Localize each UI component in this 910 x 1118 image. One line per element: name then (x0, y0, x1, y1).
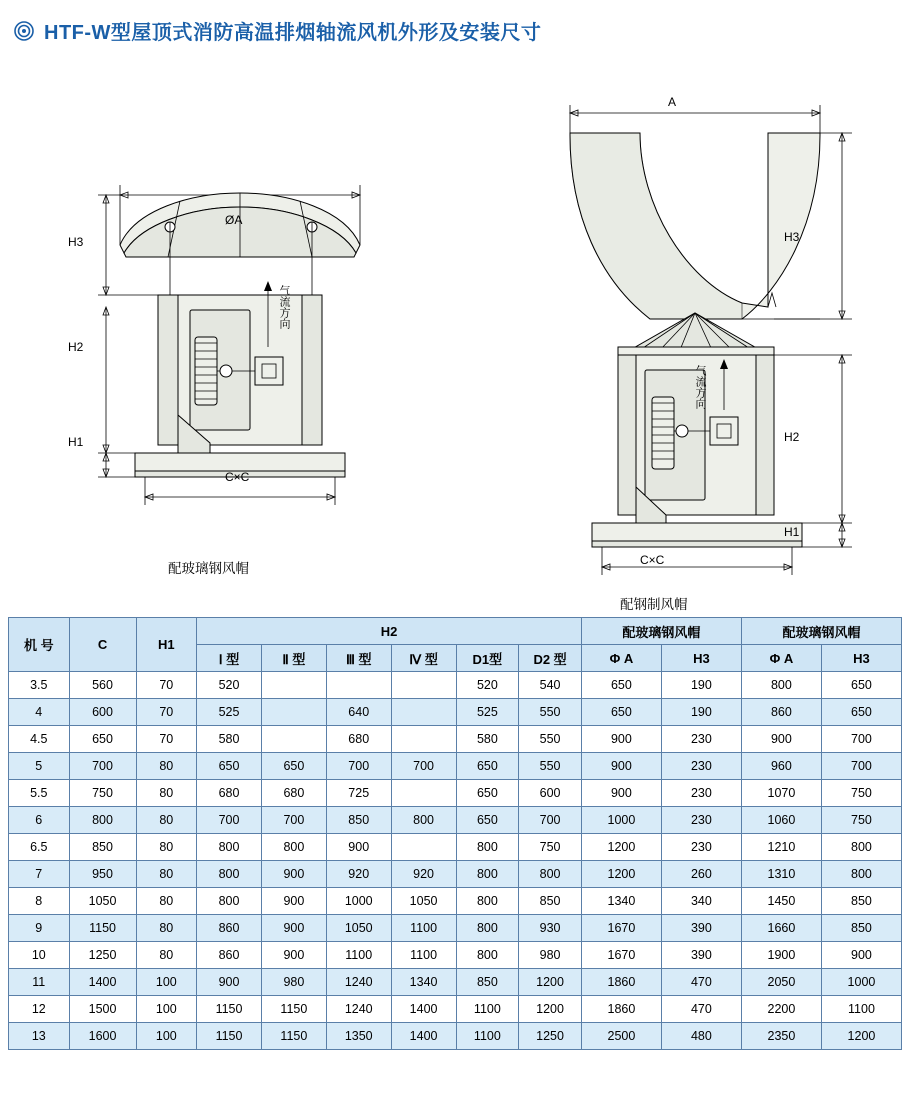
cell-t3: 640 (326, 699, 391, 726)
cell-t4 (391, 834, 456, 861)
cell-ga: 650 (581, 699, 661, 726)
spec-table (8, 617, 902, 1050)
cell-c: 1500 (69, 996, 136, 1023)
table-row (9, 996, 902, 1023)
cell-t2: 900 (261, 942, 326, 969)
cell-d2: 750 (519, 834, 582, 861)
cell-t4: 1400 (391, 996, 456, 1023)
table-row (9, 672, 902, 699)
cell-t1: 800 (197, 888, 262, 915)
cell-h1: 80 (136, 861, 197, 888)
cell-t4 (391, 726, 456, 753)
cell-gh: 260 (661, 861, 741, 888)
cell-c: 650 (69, 726, 136, 753)
table-row (9, 807, 902, 834)
cell-gh: 470 (661, 969, 741, 996)
left-label-flow: 气流方向 (278, 285, 290, 329)
cell-gh: 470 (661, 996, 741, 1023)
cell-sa: 2350 (741, 1023, 821, 1050)
cell-model: 13 (9, 1023, 70, 1050)
th-h2-type4: Ⅳ 型 (391, 645, 456, 672)
cell-c: 1400 (69, 969, 136, 996)
cell-model: 10 (9, 942, 70, 969)
cell-model: 8 (9, 888, 70, 915)
cell-sh: 900 (821, 942, 901, 969)
left-label-h1: H1 (68, 435, 84, 449)
spec-table-head (9, 618, 902, 672)
cell-d1: 650 (456, 780, 519, 807)
cell-gh: 230 (661, 753, 741, 780)
right-label-h3: H3 (784, 230, 800, 244)
cell-model: 11 (9, 969, 70, 996)
cell-d2: 850 (519, 888, 582, 915)
cell-sh: 750 (821, 807, 901, 834)
th-group-glass-2: 配玻璃钢风帽 (741, 618, 901, 645)
cell-ga: 1340 (581, 888, 661, 915)
cell-c: 1250 (69, 942, 136, 969)
cell-sa: 1310 (741, 861, 821, 888)
cell-model: 12 (9, 996, 70, 1023)
cell-sa: 960 (741, 753, 821, 780)
cell-t4: 700 (391, 753, 456, 780)
cell-t2: 680 (261, 780, 326, 807)
cell-gh: 190 (661, 672, 741, 699)
table-row (9, 726, 902, 753)
cell-h1: 70 (136, 672, 197, 699)
cell-sa: 860 (741, 699, 821, 726)
cell-t2 (261, 672, 326, 699)
cell-t3: 700 (326, 753, 391, 780)
cell-t2: 900 (261, 888, 326, 915)
cell-model: 6 (9, 807, 70, 834)
cell-t4 (391, 699, 456, 726)
cell-t3: 1100 (326, 942, 391, 969)
cell-t4: 1100 (391, 915, 456, 942)
cell-c: 800 (69, 807, 136, 834)
cell-d1: 800 (456, 915, 519, 942)
cell-d2: 700 (519, 807, 582, 834)
table-row (9, 780, 902, 807)
left-drawing-caption: 配玻璃钢风帽 (168, 561, 249, 576)
cell-sh: 650 (821, 672, 901, 699)
cell-gh: 230 (661, 780, 741, 807)
cell-t2: 650 (261, 753, 326, 780)
cell-d2: 800 (519, 861, 582, 888)
right-drawing-caption: 配钢制风帽 (620, 597, 688, 612)
cell-d2: 980 (519, 942, 582, 969)
target-circle-icon (14, 21, 34, 41)
cell-t1: 860 (197, 942, 262, 969)
cell-h1: 100 (136, 996, 197, 1023)
cell-ga: 900 (581, 753, 661, 780)
cell-h1: 80 (136, 753, 197, 780)
cell-t1: 800 (197, 861, 262, 888)
table-row (9, 915, 902, 942)
cell-ga: 1860 (581, 969, 661, 996)
cell-d1: 850 (456, 969, 519, 996)
cell-t3: 1240 (326, 996, 391, 1023)
cell-sa: 1450 (741, 888, 821, 915)
cell-d2: 600 (519, 780, 582, 807)
cell-t4 (391, 672, 456, 699)
cell-t3: 900 (326, 834, 391, 861)
cell-t2: 900 (261, 915, 326, 942)
cell-d1: 800 (456, 942, 519, 969)
cell-t4: 920 (391, 861, 456, 888)
cell-model: 5.5 (9, 780, 70, 807)
th-h2-d1: D1型 (456, 645, 519, 672)
cell-c: 700 (69, 753, 136, 780)
cell-d1: 525 (456, 699, 519, 726)
cell-sh: 1200 (821, 1023, 901, 1050)
cell-sh: 1100 (821, 996, 901, 1023)
cell-t1: 520 (197, 672, 262, 699)
cell-ga: 1000 (581, 807, 661, 834)
cell-t2: 1150 (261, 996, 326, 1023)
cell-c: 600 (69, 699, 136, 726)
right-label-flow: 气流方向 (694, 365, 706, 409)
cell-d2: 550 (519, 699, 582, 726)
cell-ga: 900 (581, 726, 661, 753)
cell-t2: 980 (261, 969, 326, 996)
table-row (9, 942, 902, 969)
cell-ga: 2500 (581, 1023, 661, 1050)
cell-h1: 80 (136, 942, 197, 969)
cell-sh: 850 (821, 915, 901, 942)
cell-c: 950 (69, 861, 136, 888)
cell-d1: 650 (456, 807, 519, 834)
table-row (9, 1023, 902, 1050)
cell-sa: 900 (741, 726, 821, 753)
cell-gh: 390 (661, 942, 741, 969)
cell-sa: 1900 (741, 942, 821, 969)
cell-t3: 1240 (326, 969, 391, 996)
cell-d2: 1250 (519, 1023, 582, 1050)
cell-t2: 800 (261, 834, 326, 861)
th-c: C (69, 618, 136, 672)
cell-h1: 70 (136, 726, 197, 753)
page-title: HTF-W型屋顶式消防高温排烟轴流风机外形及安装尺寸 (44, 22, 542, 44)
header-row-1 (9, 618, 902, 645)
cell-sa: 1660 (741, 915, 821, 942)
left-label-h3: H3 (68, 235, 84, 249)
cell-h1: 100 (136, 1023, 197, 1050)
right-label-cxc: C×C (640, 553, 665, 567)
table-row (9, 861, 902, 888)
cell-sh: 750 (821, 780, 901, 807)
cell-d1: 580 (456, 726, 519, 753)
left-label-dia-a: ØA (225, 213, 243, 227)
th-group-glass-1: 配玻璃钢风帽 (581, 618, 741, 645)
right-drawing (480, 75, 880, 585)
cell-d2: 550 (519, 753, 582, 780)
page-header (0, 0, 910, 45)
cell-t1: 580 (197, 726, 262, 753)
cell-t4: 1340 (391, 969, 456, 996)
cell-ga: 900 (581, 780, 661, 807)
cell-d1: 1100 (456, 996, 519, 1023)
cell-gh: 480 (661, 1023, 741, 1050)
cell-c: 850 (69, 834, 136, 861)
cell-t3: 680 (326, 726, 391, 753)
cell-d1: 800 (456, 834, 519, 861)
cell-sh: 850 (821, 888, 901, 915)
th-glass2-dia: Φ A (741, 645, 821, 672)
cell-d1: 1100 (456, 1023, 519, 1050)
cell-t2: 700 (261, 807, 326, 834)
right-label-a: A (668, 95, 677, 109)
cell-model: 4 (9, 699, 70, 726)
th-model: 机 号 (9, 618, 70, 672)
left-label-h2: H2 (68, 340, 84, 354)
cell-t2 (261, 699, 326, 726)
cell-sh: 1000 (821, 969, 901, 996)
table-row (9, 753, 902, 780)
cell-d1: 800 (456, 888, 519, 915)
cell-sa: 1210 (741, 834, 821, 861)
cell-ga: 1200 (581, 834, 661, 861)
cell-t4: 1050 (391, 888, 456, 915)
cell-c: 1150 (69, 915, 136, 942)
cell-ga: 1670 (581, 915, 661, 942)
cell-h1: 100 (136, 969, 197, 996)
spec-table-wrap (0, 605, 910, 1050)
cell-t1: 1150 (197, 996, 262, 1023)
cell-h1: 80 (136, 780, 197, 807)
cell-t3: 725 (326, 780, 391, 807)
cell-t3 (326, 672, 391, 699)
cell-t3: 920 (326, 861, 391, 888)
cell-t1: 900 (197, 969, 262, 996)
cell-d1: 520 (456, 672, 519, 699)
cell-t3: 1000 (326, 888, 391, 915)
cell-gh: 390 (661, 915, 741, 942)
cell-t4 (391, 780, 456, 807)
cell-t3: 850 (326, 807, 391, 834)
cell-ga: 1200 (581, 861, 661, 888)
th-glass1-dia: Φ A (581, 645, 661, 672)
cell-sa: 800 (741, 672, 821, 699)
cell-model: 4.5 (9, 726, 70, 753)
right-label-h1: H1 (784, 525, 800, 539)
th-glass2-h3: H3 (821, 645, 901, 672)
cell-d2: 930 (519, 915, 582, 942)
cell-gh: 230 (661, 807, 741, 834)
cell-gh: 230 (661, 726, 741, 753)
spec-table-body (9, 672, 902, 1050)
cell-h1: 80 (136, 915, 197, 942)
cell-t2 (261, 726, 326, 753)
th-h2-type2: Ⅱ 型 (261, 645, 326, 672)
cell-ga: 1670 (581, 942, 661, 969)
cell-t4: 1100 (391, 942, 456, 969)
cell-d1: 800 (456, 861, 519, 888)
table-row (9, 699, 902, 726)
th-h2-group: H2 (197, 618, 582, 645)
cell-sa: 2200 (741, 996, 821, 1023)
cell-h1: 70 (136, 699, 197, 726)
cell-t1: 525 (197, 699, 262, 726)
cell-c: 1600 (69, 1023, 136, 1050)
th-glass1-h3: H3 (661, 645, 741, 672)
th-h1: H1 (136, 618, 197, 672)
cell-d2: 550 (519, 726, 582, 753)
cell-h1: 80 (136, 888, 197, 915)
cell-c: 560 (69, 672, 136, 699)
cell-model: 9 (9, 915, 70, 942)
cell-t4: 800 (391, 807, 456, 834)
th-h2-type1: Ⅰ 型 (197, 645, 262, 672)
cell-c: 750 (69, 780, 136, 807)
cell-t1: 700 (197, 807, 262, 834)
cell-gh: 190 (661, 699, 741, 726)
cell-t1: 680 (197, 780, 262, 807)
cell-d2: 1200 (519, 996, 582, 1023)
cell-d2: 540 (519, 672, 582, 699)
cell-ga: 650 (581, 672, 661, 699)
th-h2-type3: Ⅲ 型 (326, 645, 391, 672)
cell-h1: 80 (136, 807, 197, 834)
cell-gh: 340 (661, 888, 741, 915)
cell-sa: 1070 (741, 780, 821, 807)
table-row (9, 888, 902, 915)
cell-sh: 650 (821, 699, 901, 726)
left-drawing (40, 85, 460, 585)
cell-t3: 1050 (326, 915, 391, 942)
cell-d1: 650 (456, 753, 519, 780)
cell-c: 1050 (69, 888, 136, 915)
cell-sa: 2050 (741, 969, 821, 996)
cell-gh: 230 (661, 834, 741, 861)
right-label-h2: H2 (784, 430, 800, 444)
table-row (9, 969, 902, 996)
cell-model: 7 (9, 861, 70, 888)
cell-t1: 1150 (197, 1023, 262, 1050)
cell-t3: 1350 (326, 1023, 391, 1050)
cell-model: 6.5 (9, 834, 70, 861)
cell-d2: 1200 (519, 969, 582, 996)
cell-t1: 800 (197, 834, 262, 861)
cell-t2: 1150 (261, 1023, 326, 1050)
drawings-area (0, 45, 910, 612)
cell-model: 3.5 (9, 672, 70, 699)
th-h2-d2: D2 型 (519, 645, 582, 672)
cell-sh: 800 (821, 861, 901, 888)
cell-h1: 80 (136, 834, 197, 861)
cell-t1: 650 (197, 753, 262, 780)
cell-sa: 1060 (741, 807, 821, 834)
table-row (9, 834, 902, 861)
cell-t1: 860 (197, 915, 262, 942)
cell-sh: 700 (821, 726, 901, 753)
cell-sh: 700 (821, 753, 901, 780)
cell-ga: 1860 (581, 996, 661, 1023)
cell-t4: 1400 (391, 1023, 456, 1050)
left-label-cxc: C×C (225, 470, 250, 484)
cell-t2: 900 (261, 861, 326, 888)
cell-sh: 800 (821, 834, 901, 861)
cell-model: 5 (9, 753, 70, 780)
